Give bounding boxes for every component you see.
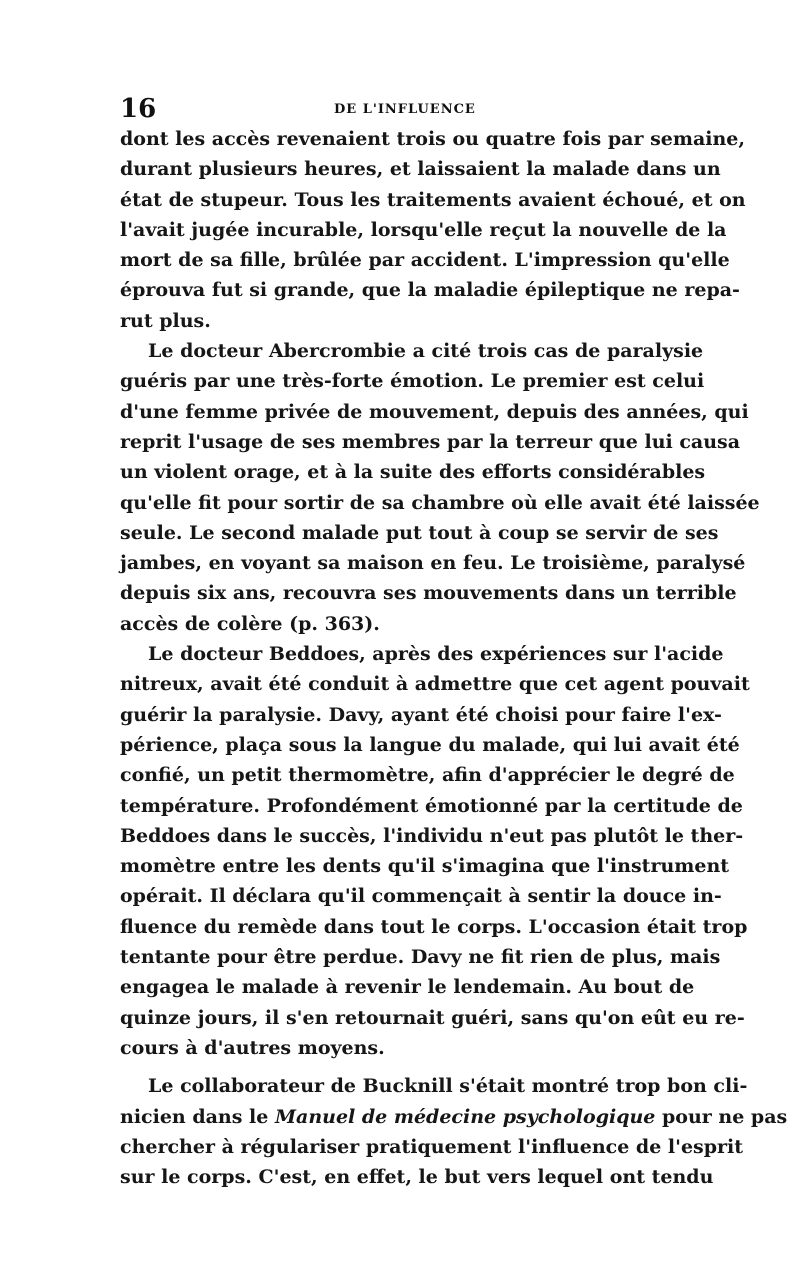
text-line: quinze jours, il s'en retournait guéri, sans qu'on eût eu re-: [120, 1006, 745, 1029]
text-line: sur le corps. C'est, en effet, le but vers lequel ont tendu: [120, 1166, 714, 1189]
text-line: dont les accès revenaient trois ou quatre fois par semaine,: [120, 128, 746, 150]
text-segment: nicien dans le: [120, 1105, 275, 1128]
text-line: jambes, en voyant sa maison en feu. Le troisième, paralysé: [120, 552, 746, 575]
text-segment: pour ne pas: [655, 1105, 788, 1128]
running-head: DE L'INFLUENCE: [334, 102, 476, 117]
text-line: fluence du remède dans tout le corps. L'occasion était trop: [120, 915, 748, 938]
page-number: 16: [120, 94, 157, 124]
text-line: Beddoes dans le succès, l'individu n'eut pas plutôt le ther-: [120, 824, 744, 847]
text-line: qu'elle fit pour sortir de sa chambre où elle avait été laissée: [120, 491, 760, 514]
text-line: périence, plaça sous la langue du malade, qui lui avait été: [120, 733, 740, 756]
text-line: guéris par une très-forte émotion. Le premier est celui: [120, 370, 705, 393]
text-line: Le docteur Beddoes, après des expériences sur l'acide: [148, 643, 724, 666]
text-line: reprit l'usage de ses membres par la terreur que lui causa: [120, 430, 741, 453]
text-line: durant plusieurs heures, et laissaient la malade dans un: [120, 158, 721, 181]
text-line: guérir la paralysie. Davy, ayant été choisi pour faire l'ex-: [120, 703, 722, 726]
text-line: Le collaborateur de Bucknill s'était montré trop bon cli-: [148, 1075, 748, 1098]
text-line: un violent orage, et à la suite des efforts considérables: [120, 461, 706, 484]
text-line: éprouva fut si grande, que la maladie épileptique ne repa-: [120, 279, 740, 302]
text-line: tentante pour être perdue. Davy ne fit rien de plus, mais: [120, 946, 721, 969]
text-line: mort de sa fille, brûlée par accident. L'impression qu'elle: [120, 249, 730, 272]
text-line: nitreux, avait été conduit à admettre que cet agent pouvait: [120, 673, 750, 696]
text-line: depuis six ans, recouvra ses mouvements dans un terrible: [120, 582, 737, 605]
paragraph-2: [120, 336, 760, 639]
text-line: engagea le malade à revenir le lendemain. Au bout de: [120, 976, 695, 999]
text-line: température. Profondément émotionné par la certitude de: [120, 794, 743, 817]
body-text: [120, 124, 788, 1192]
text-line: accès de colère (p. 363).: [120, 612, 380, 635]
text-line: seule. Le second malade put tout à coup se servir de ses: [120, 521, 719, 544]
text-line: confié, un petit thermomètre, afin d'apprécier le degré de: [120, 764, 735, 787]
paragraph-4: [120, 1071, 788, 1192]
text-line: l'avait jugée incurable, lorsqu'elle reçut la nouvelle de la: [120, 218, 727, 241]
paragraph-1: [120, 124, 746, 336]
text-line: cours à d'autres moyens.: [120, 1036, 385, 1059]
text-line: d'une femme privée de mouvement, depuis des années, qui: [120, 400, 749, 423]
text-line: chercher à régulariser pratiquement l'influence de l'esprit: [120, 1135, 744, 1158]
page-header: [120, 94, 680, 124]
paragraph-3: [120, 639, 750, 1063]
text-line: momètre entre les dents qu'il s'imagina que l'instrument: [120, 855, 730, 878]
text-line: opérait. Il déclara qu'il commençait à sentir la douce in-: [120, 885, 722, 908]
text-line-with-title: [120, 1102, 788, 1132]
book-title: Manuel de médecine psychologique: [274, 1105, 656, 1128]
text-line: Le docteur Abercrombie a cité trois cas de paralysie: [148, 340, 704, 363]
text-line: état de stupeur. Tous les traitements avaient échoué, et on: [120, 188, 746, 211]
text-line: rut plus.: [120, 309, 211, 332]
